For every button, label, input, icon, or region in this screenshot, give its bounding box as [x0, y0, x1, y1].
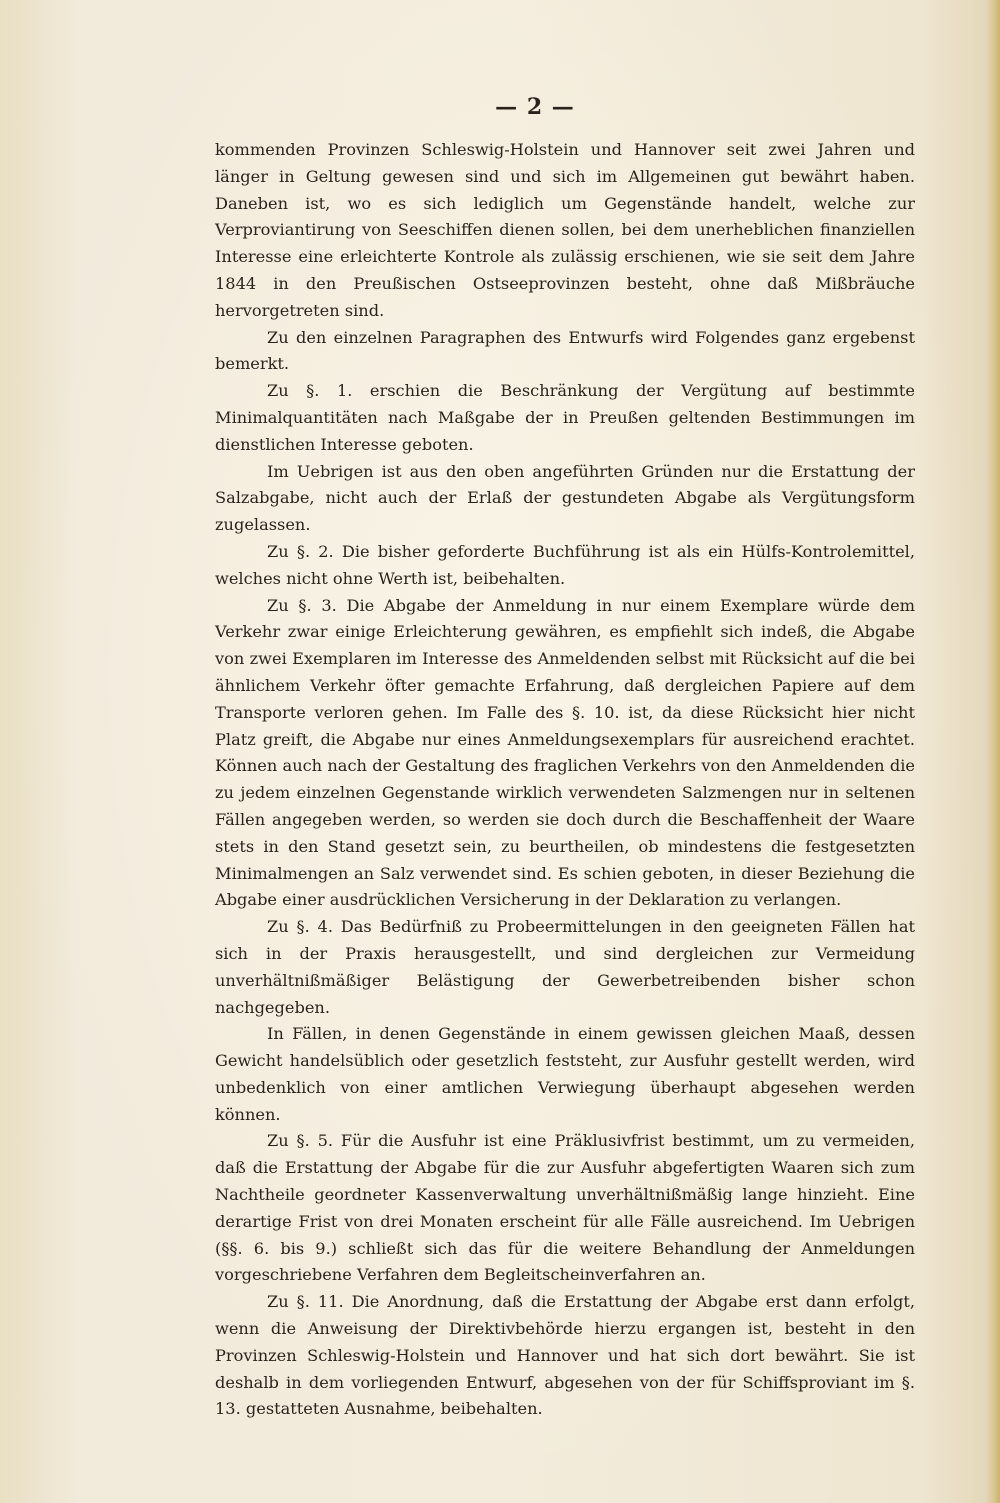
paragraph-8: In Fällen, in denen Gegenstände in einem gewissen gleichen Maaß, dessen Gewicht handelsüblich oder gesetzlich feststeht, zur Ausfuhr gestellt werden, wird unbedenklich von einer amtlichen Verwiegung überhaupt abgesehen werden können.	[215, 1024, 915, 1124]
paragraph-7: Zu §. 4. Das Bedürfniß zu Probeermittelungen in den geeigneten Fällen hat sich in der Praxis herausgestellt, und sind dergleichen zur Vermeidung unverhältnißmäßiger Belästigung der Gewerbetreibenden bisher schon nachgegeben.	[215, 917, 915, 1017]
paragraph-6: Zu §. 3. Die Abgabe der Anmeldung in nur einem Exemplare würde dem Verkehr zwar einige Erleichterung gewähren, es empfiehlt sich indeß, die Abgabe von zwei Exemplaren im Interesse des Anmeldenden selbst mit Rücksicht auf die bei ähnlichem Verkehr öfter gemachte Erfahrung, daß dergleichen Papiere auf dem Transporte verloren gehen. Im Falle des §. 10. ist, da diese Rücksicht hier nicht Platz greift, die Abgabe nur eines Anmeldungsexemplars für ausreichend erachtet. Können auch nach der Gestaltung des fraglichen Verkehrs von den Anmeldenden die zu jedem einzelnen Gegenstande wirklich verwendeten Salzmengen nur in seltenen Fällen angegeben werden, so werden sie doch durch die Beschaffenheit der Waare stets in den Stand gesetzt sein, zu beurtheilen, ob mindestens die festgesetzten Minimalmengen an Salz verwendet sind. Es schien geboten, in dieser Beziehung die Abgabe einer ausdrücklichen Versicherung in der Deklaration zu verlangen.	[215, 595, 915, 910]
paragraph-3: Zu §. 1. erschien die Beschränkung der Vergütung auf bestimmte Minimalquantitäten nach Maßgabe der in Preußen geltenden Bestimmungen im dienstlichen Interesse geboten.	[215, 381, 915, 454]
body-text	[215, 137, 915, 1423]
paragraph-4: Im Uebrigen ist aus den oben angeführten Gründen nur die Erstattung der Salzabgabe, nicht auch der Erlaß der gestundeten Abgabe als Vergütungsform zugelassen.	[215, 461, 915, 535]
page-edge	[986, 0, 1000, 1503]
paragraph-9: Zu §. 5. Für die Ausfuhr ist eine Präklusivfrist bestimmt, um zu vermeiden, daß die Erstattung der Abgabe für die zur Ausfuhr abgefertigten Waaren sich zum Nachtheile geordneter Kassenverwaltung unverhältnißmäßig lange hinzieht. Eine derartige Frist von drei Monaten erscheint für alle Fälle ausreichend. Im Uebrigen (§§. 6. bis 9.) schließt sich das für die weitere Behandlung der Anmeldungen vorgeschriebene Verfahren dem Begleitscheinverfahren an.	[215, 1131, 915, 1285]
page-number: — 2 —	[495, 94, 575, 120]
paragraph-2: Zu den einzelnen Paragraphen des Entwurfs wird Folgendes ganz ergebenst bemerkt.	[215, 327, 915, 374]
paragraph-5: Zu §. 2. Die bisher geforderte Buchführung ist als ein Hülfs-Kontrolemittel, welches nicht ohne Werth ist, beibehalten.	[215, 541, 915, 588]
paragraph-10: Zu §. 11. Die Anordnung, daß die Erstattung der Abgabe erst dann erfolgt, wenn die Anweisung der Direktivbehörde hierzu ergangen ist, besteht in den Provinzen Schleswig-Holstein und Hannover und hat sich dort bewährt. Sie ist deshalb in dem vorliegenden Entwurf, abgesehen von der für Schiffsproviant im §. 13. gestatteten Ausnahme, beibehalten.	[215, 1292, 915, 1419]
paragraph-1: kommenden Provinzen Schleswig-Holstein und Hannover seit zwei Jahren und länger in Geltung gewesen sind und sich im Allgemeinen gut bewährt haben. Daneben ist, wo es sich lediglich um Gegenstände handelt, welche zur Verproviantirung von Seeschiffen dienen sollen, bei dem unerheblichen finanziellen Interesse eine erleichterte Kontrole als zulässig erschienen, wie sie seit dem Jahre 1844 in den Preußischen Ostseeprovinzen besteht, ohne daß Mißbräuche hervorgetreten sind.	[215, 140, 915, 320]
